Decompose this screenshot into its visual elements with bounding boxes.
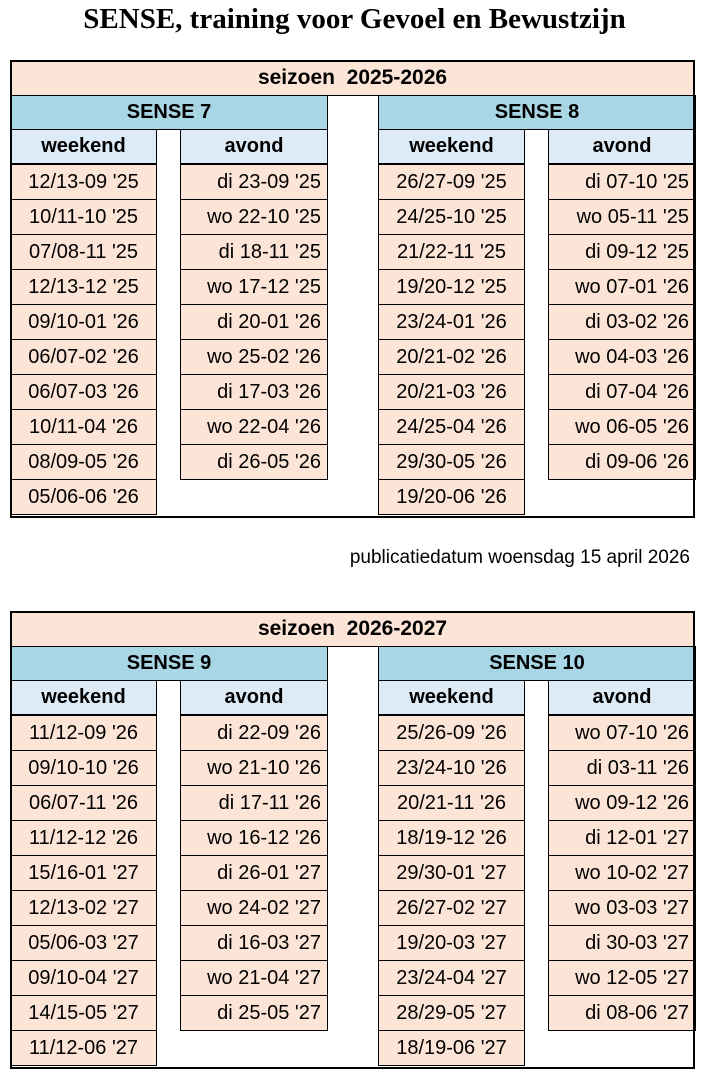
weekend-date-cell: 28/29-05 '27	[378, 995, 525, 1031]
avond-date-cell: di 26-05 '26	[180, 444, 328, 480]
weekend-date-cell: 10/11-10 '25	[10, 199, 157, 235]
weekend-date-cell: 29/30-01 '27	[378, 855, 525, 891]
avond-date-cell: wo 21-10 '26	[180, 750, 328, 786]
weekend-date-cell: 09/10-10 '26	[10, 750, 157, 786]
weekend-date-cell: 19/20-12 '25	[378, 269, 525, 305]
avond-date-cell: wo 09-12 '26	[548, 785, 696, 821]
weekend-date-cell: 12/13-02 '27	[10, 890, 157, 926]
weekend-date-cell: 05/06-03 '27	[10, 925, 157, 961]
weekend-date-cell: 24/25-04 '26	[378, 409, 525, 445]
weekend-date-cell: 06/07-11 '26	[10, 785, 157, 821]
weekend-date-cell: 19/20-06 '26	[378, 479, 525, 515]
weekend-date-cell: 06/07-02 '26	[10, 339, 157, 375]
weekend-date-cell: 21/22-11 '25	[378, 234, 525, 270]
weekend-date-cell: 29/30-05 '26	[378, 444, 525, 480]
column-header-avond: avond	[180, 680, 328, 715]
column-header-weekend: weekend	[10, 680, 157, 715]
weekend-date-cell: 23/24-04 '27	[378, 960, 525, 996]
avond-date-cell: wo 24-02 '27	[180, 890, 328, 926]
weekend-date-cell: 24/25-10 '25	[378, 199, 525, 235]
group-header: SENSE 10	[378, 646, 696, 681]
avond-date-cell: wo 12-05 '27	[548, 960, 696, 996]
weekend-date-cell: 11/12-12 '26	[10, 820, 157, 856]
weekend-date-cell: 11/12-06 '27	[10, 1030, 157, 1066]
avond-date-cell: di 16-03 '27	[180, 925, 328, 961]
avond-date-cell: di 09-12 '25	[548, 234, 696, 270]
avond-date-cell: wo 22-04 '26	[180, 409, 328, 445]
column-header-weekend: weekend	[378, 680, 525, 715]
column-header-weekend: weekend	[10, 129, 157, 164]
publication-date: publicatiedatum woensdag 15 april 2026	[349, 547, 690, 568]
avond-date-cell: di 07-04 '26	[548, 374, 696, 410]
weekend-date-cell: 20/21-11 '26	[378, 785, 525, 821]
column-header-avond: avond	[548, 129, 696, 164]
weekend-date-cell: 09/10-01 '26	[10, 304, 157, 340]
avond-date-cell: wo 17-12 '25	[180, 269, 328, 305]
weekend-date-cell: 20/21-02 '26	[378, 339, 525, 375]
avond-date-cell: wo 07-10 '26	[548, 715, 696, 751]
weekend-date-cell: 12/13-12 '25	[10, 269, 157, 305]
group-header: SENSE 7	[10, 95, 328, 130]
avond-date-cell: wo 03-03 '27	[548, 890, 696, 926]
avond-date-cell: di 22-09 '26	[180, 715, 328, 751]
column-header-weekend: weekend	[378, 129, 525, 164]
season-header: seizoen 2025-2026	[10, 60, 695, 96]
avond-date-cell: wo 16-12 '26	[180, 820, 328, 856]
weekend-date-cell: 20/21-03 '26	[378, 374, 525, 410]
weekend-date-cell: 15/16-01 '27	[10, 855, 157, 891]
avond-date-cell: wo 25-02 '26	[180, 339, 328, 375]
weekend-date-cell: 09/10-04 '27	[10, 960, 157, 996]
weekend-date-cell: 25/26-09 '26	[378, 715, 525, 751]
weekend-date-cell: 06/07-03 '26	[10, 374, 157, 410]
avond-date-cell: di 20-01 '26	[180, 304, 328, 340]
weekend-date-cell: 23/24-10 '26	[378, 750, 525, 786]
weekend-date-cell: 18/19-12 '26	[378, 820, 525, 856]
weekend-date-cell: 26/27-02 '27	[378, 890, 525, 926]
column-header-avond: avond	[180, 129, 328, 164]
weekend-date-cell: 19/20-03 '27	[378, 925, 525, 961]
avond-date-cell: wo 21-04 '27	[180, 960, 328, 996]
weekend-date-cell: 10/11-04 '26	[10, 409, 157, 445]
weekend-date-cell: 07/08-11 '25	[10, 234, 157, 270]
avond-date-cell: wo 07-01 '26	[548, 269, 696, 305]
group-header: SENSE 9	[10, 646, 328, 681]
weekend-date-cell: 14/15-05 '27	[10, 995, 157, 1031]
season-header: seizoen 2026-2027	[10, 611, 695, 647]
avond-date-cell: di 30-03 '27	[548, 925, 696, 961]
weekend-date-cell: 12/13-09 '25	[10, 164, 157, 200]
avond-date-cell: di 17-11 '26	[180, 785, 328, 821]
avond-date-cell: di 12-01 '27	[548, 820, 696, 856]
avond-date-cell: wo 04-03 '26	[548, 339, 696, 375]
avond-date-cell: di 26-01 '27	[180, 855, 328, 891]
avond-date-cell: di 03-11 '26	[548, 750, 696, 786]
weekend-date-cell: 11/12-09 '26	[10, 715, 157, 751]
avond-date-cell: wo 06-05 '26	[548, 409, 696, 445]
weekend-date-cell: 23/24-01 '26	[378, 304, 525, 340]
weekend-date-cell: 08/09-05 '26	[10, 444, 157, 480]
weekend-date-cell: 18/19-06 '27	[378, 1030, 525, 1066]
avond-date-cell: di 03-02 '26	[548, 304, 696, 340]
avond-date-cell: di 25-05 '27	[180, 995, 328, 1031]
avond-date-cell: di 18-11 '25	[180, 234, 328, 270]
avond-date-cell: wo 05-11 '25	[548, 199, 696, 235]
avond-date-cell: di 17-03 '26	[180, 374, 328, 410]
weekend-date-cell: 05/06-06 '26	[10, 479, 157, 515]
avond-date-cell: di 07-10 '25	[548, 164, 696, 200]
group-header: SENSE 8	[378, 95, 696, 130]
avond-date-cell: wo 10-02 '27	[548, 855, 696, 891]
column-header-avond: avond	[548, 680, 696, 715]
avond-date-cell: di 09-06 '26	[548, 444, 696, 480]
avond-date-cell: di 23-09 '25	[180, 164, 328, 200]
avond-date-cell: di 08-06 '27	[548, 995, 696, 1031]
page-title: SENSE, training voor Gevoel en Bewustzijn	[83, 3, 626, 35]
weekend-date-cell: 26/27-09 '25	[378, 164, 525, 200]
avond-date-cell: wo 22-10 '25	[180, 199, 328, 235]
